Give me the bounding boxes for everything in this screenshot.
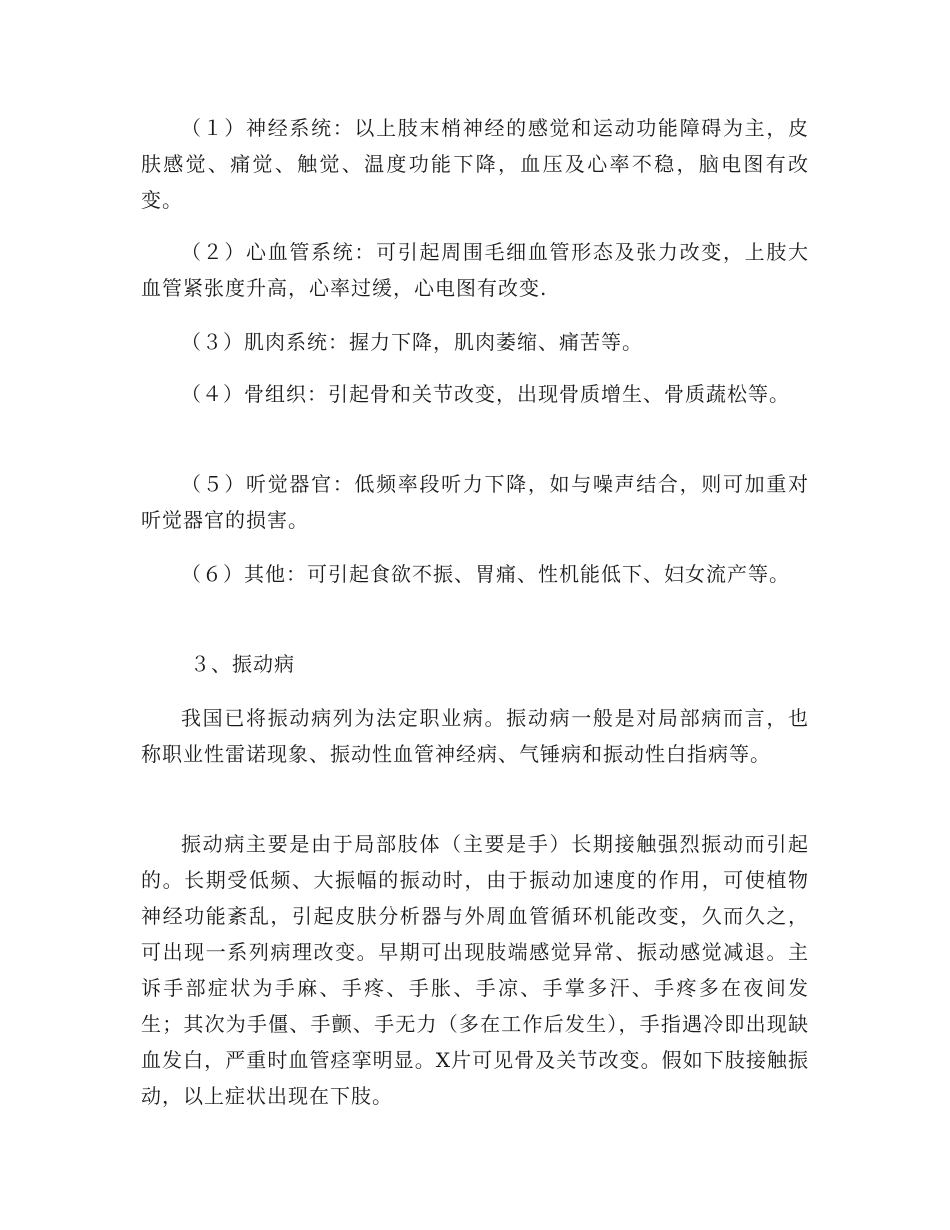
paragraph-other-effects: （６）其他：可引起食欲不振、胃痛、性机能低下、妇女流产等。 xyxy=(181,562,790,586)
paragraph-nervous-system: （１）神经系统：以上肢末梢神经的感觉和运动功能障碍为主，皮肤感觉、痛觉、触觉、温度功能下降，血压及心率不稳，脑电图有改变。 xyxy=(141,116,809,212)
paragraph-cardiovascular-system: （２）心血管系统：可引起周围毛细血管形态及张力改变，上肢大血管紧张度升高，心率过缓，心电图有改变. xyxy=(141,240,809,300)
paragraph-bone-tissue: （４）骨组织：引起骨和关节改变，出现骨质增生、骨质蔬松等。 xyxy=(181,382,790,406)
paragraph-auditory-organ: （５）听觉器官：低频率段听力下降，如与噪声结合，则可加重对听觉器官的损害。 xyxy=(141,472,809,532)
paragraph-vibration-disease-definition: 我国已将振动病列为法定职业病。振动病一般是对局部病而言，也称职业性雷诺现象、振动性血管神经病、气锤病和振动性白指病等。 xyxy=(141,706,809,766)
section-heading-vibration-disease: ３、振动病 xyxy=(190,652,295,676)
paragraph-muscular-system: （３）肌肉系统：握力下降，肌肉萎缩、痛苦等。 xyxy=(181,330,643,354)
paragraph-vibration-disease-cause: 振动病主要是由于局部肢体（主要是手）长期接触强烈振动而引起的。长期受低频、大振幅的振动时，由于振动加速度的作用，可使植物神经功能紊乱，引起皮肤分析器与外周血管循环机能改变，久而久之，可出现一系列病理改变。早期可出现肢端感觉异常、振动感觉减退。主诉手部症状为手麻、手疼、手胀、手凉、手掌多汗、手疼多在夜间发生；其次为手僵、手颤、手无力（多在工作后发生），手指遇冷即出现缺血发白，严重时血管痉挛明显。X片可见骨及关节改变。假如下肢接触振动，以上症状出现在下肢。 xyxy=(141,832,809,1108)
